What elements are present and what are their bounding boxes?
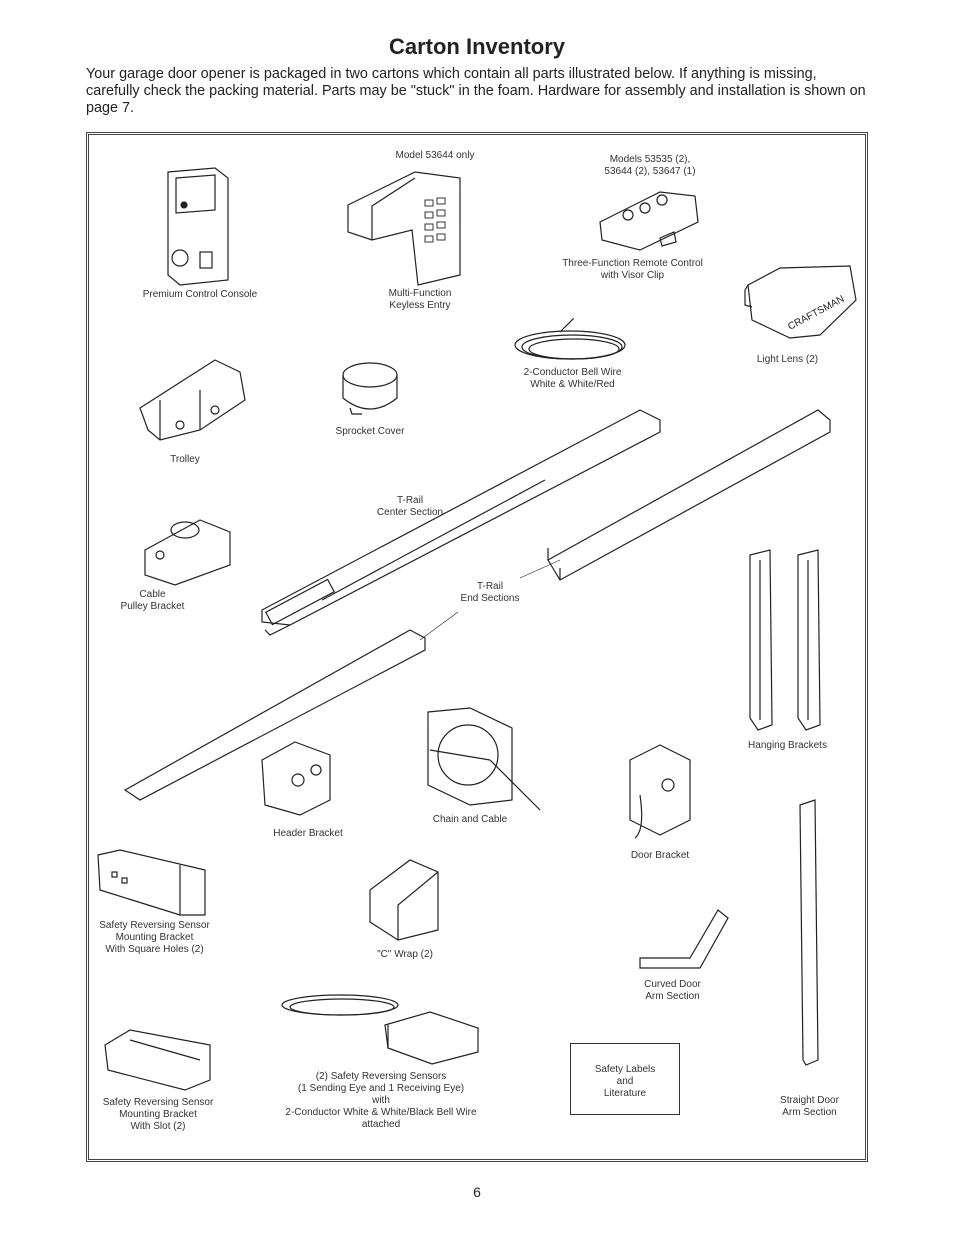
- label-straight-arm: Straight Door Arm Section: [780, 1095, 839, 1118]
- label-chain-cable: Chain and Cable: [432, 814, 508, 825]
- bell-wire-drawing: [515, 319, 625, 359]
- cable-pulley-drawing: [145, 520, 230, 585]
- label-door-bracket: Door Bracket: [630, 850, 690, 861]
- label-header-bracket: Header Bracket: [273, 828, 343, 839]
- control-console-drawing: [168, 168, 228, 285]
- label-safety-labels: Safety Labels and Literature: [594, 1064, 656, 1099]
- intro-paragraph: Your garage door opener is packaged in two cartons which contain all parts illustrated below. If anything is missing, carefully check the packing material. Parts may be "stuck" in the foam. Hardware for assembly and installation is shown on page 7.: [86, 66, 866, 116]
- safety-labels-box: [570, 1043, 680, 1115]
- label-keyless-entry: Multi-Function Keyless Entry: [388, 288, 452, 311]
- label-model-note: Model 53644 only: [395, 150, 475, 161]
- hanging-brackets-drawing: [750, 550, 820, 730]
- label-trolley: Trolley: [170, 454, 200, 465]
- keyless-entry-drawing: [348, 172, 460, 285]
- c-wrap-drawing: [370, 860, 438, 940]
- chain-cable-drawing: [428, 708, 540, 810]
- door-bracket-drawing: [630, 745, 690, 838]
- label-curved-arm: Curved Door Arm Section: [644, 979, 701, 1002]
- light-lens-drawing: [745, 266, 856, 338]
- remote-control-drawing: [600, 192, 698, 250]
- label-sensor-bracket-square: Safety Reversing Sensor Mounting Bracket With Square Holes (2): [99, 920, 210, 955]
- svg-text:CRAFTSMAN: CRAFTSMAN: [786, 293, 847, 333]
- sprocket-cover-drawing: [343, 363, 397, 414]
- label-hanging-brackets: Hanging Brackets: [748, 740, 827, 751]
- curved-arm-drawing: [640, 910, 728, 968]
- header-bracket-drawing: [262, 742, 330, 815]
- label-cable-pulley: Cable Pulley Bracket: [120, 589, 185, 612]
- label-sensor-bracket-slot: Safety Reversing Sensor Mounting Bracket With Slot (2): [102, 1097, 214, 1132]
- label-bell-wire: 2-Conductor Bell Wire White & White/Red: [523, 367, 622, 390]
- label-c-wrap: "C" Wrap (2): [377, 949, 433, 960]
- sensor-bracket-square-drawing: [98, 850, 205, 915]
- page-title: Carton Inventory: [388, 34, 566, 59]
- page-number: 6: [473, 1184, 481, 1200]
- sensor-bracket-slot-drawing: [105, 1030, 210, 1090]
- label-remote-models: Models 53535 (2), 53644 (2), 53647 (1): [604, 154, 696, 177]
- label-sprocket-cover: Sprocket Cover: [335, 426, 405, 437]
- label-premium-control-console: Premium Control Console: [142, 289, 258, 300]
- straight-arm-drawing: [800, 800, 818, 1065]
- label-trail-center: T-Rail Center Section: [376, 495, 444, 518]
- label-remote-control: Three-Function Remote Control with Visor Clip: [562, 258, 703, 281]
- trolley-drawing: [140, 360, 245, 440]
- label-safety-sensors: (2) Safety Reversing Sensors (1 Sending Eye and 1 Receiving Eye) with 2-Conductor White & White/Black Bell Wire attached: [285, 1071, 477, 1130]
- safety-sensors-drawing: [282, 995, 478, 1064]
- label-light-lens: Light Lens (2): [756, 354, 819, 365]
- label-trail-end: T-Rail End Sections: [460, 581, 520, 604]
- trail-end-drawing: [125, 410, 830, 800]
